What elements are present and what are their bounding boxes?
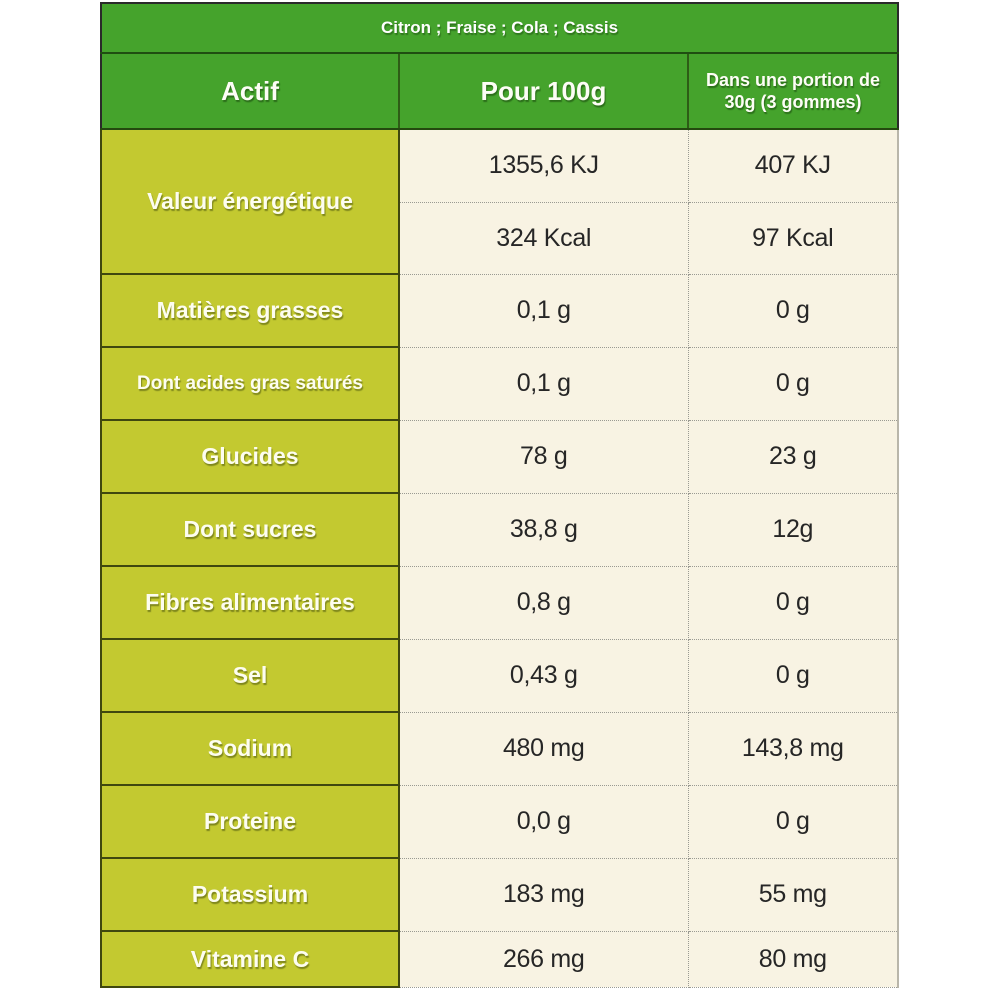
table-row: [101, 712, 898, 785]
energy-kj-per-100g: 1355,6 KJ: [399, 129, 688, 202]
row-label-fat: Matières grasses: [101, 274, 399, 347]
row-label-vitamin-c: Vitamine C: [101, 931, 399, 987]
table-row: [101, 129, 898, 202]
carbs-per-100g: 78 g: [399, 420, 688, 493]
vitamin-c-portion: 80 mg: [688, 931, 898, 987]
sugars-per-100g: 38,8 g: [399, 493, 688, 566]
protein-portion: 0 g: [688, 785, 898, 858]
table-row: [101, 639, 898, 712]
energy-kj-portion: 407 KJ: [688, 129, 898, 202]
saturated-fat-portion: 0 g: [688, 347, 898, 420]
table-row: [101, 493, 898, 566]
energy-kcal-portion: 97 Kcal: [688, 202, 898, 274]
flavors-banner-row: [101, 3, 898, 53]
column-header-per-100g: Pour 100g: [399, 53, 688, 129]
table-row: [101, 274, 898, 347]
potassium-per-100g: 183 mg: [399, 858, 688, 931]
fat-portion: 0 g: [688, 274, 898, 347]
saturated-fat-per-100g: 0,1 g: [399, 347, 688, 420]
row-label-sugars: Dont sucres: [101, 493, 399, 566]
table-header-row: [101, 53, 898, 129]
nutrition-table: [100, 2, 899, 988]
vitamin-c-per-100g: 266 mg: [399, 931, 688, 987]
row-label-sodium: Sodium: [101, 712, 399, 785]
table-row: [101, 420, 898, 493]
carbs-portion: 23 g: [688, 420, 898, 493]
fat-per-100g: 0,1 g: [399, 274, 688, 347]
fiber-per-100g: 0,8 g: [399, 566, 688, 639]
table-row: [101, 858, 898, 931]
row-label-saturated-fat: Dont acides gras saturés: [101, 347, 399, 420]
sodium-per-100g: 480 mg: [399, 712, 688, 785]
energy-kcal-per-100g: 324 Kcal: [399, 202, 688, 274]
sodium-portion: 143,8 mg: [688, 712, 898, 785]
table-row: [101, 566, 898, 639]
column-header-actif: Actif: [101, 53, 399, 129]
row-label-fiber: Fibres alimentaires: [101, 566, 399, 639]
sugars-portion: 12g: [688, 493, 898, 566]
table-row: [101, 785, 898, 858]
fiber-portion: 0 g: [688, 566, 898, 639]
potassium-portion: 55 mg: [688, 858, 898, 931]
table-row: [101, 931, 898, 987]
column-header-portion: Dans une portion de 30g (3 gommes): [688, 53, 898, 129]
salt-portion: 0 g: [688, 639, 898, 712]
flavors-banner: Citron ; Fraise ; Cola ; Cassis: [101, 3, 898, 53]
row-label-protein: Proteine: [101, 785, 399, 858]
row-label-salt: Sel: [101, 639, 399, 712]
row-label-carbs: Glucides: [101, 420, 399, 493]
row-label-potassium: Potassium: [101, 858, 399, 931]
row-label-energy: Valeur énergétique: [101, 129, 399, 274]
table-row: [101, 347, 898, 420]
salt-per-100g: 0,43 g: [399, 639, 688, 712]
protein-per-100g: 0,0 g: [399, 785, 688, 858]
